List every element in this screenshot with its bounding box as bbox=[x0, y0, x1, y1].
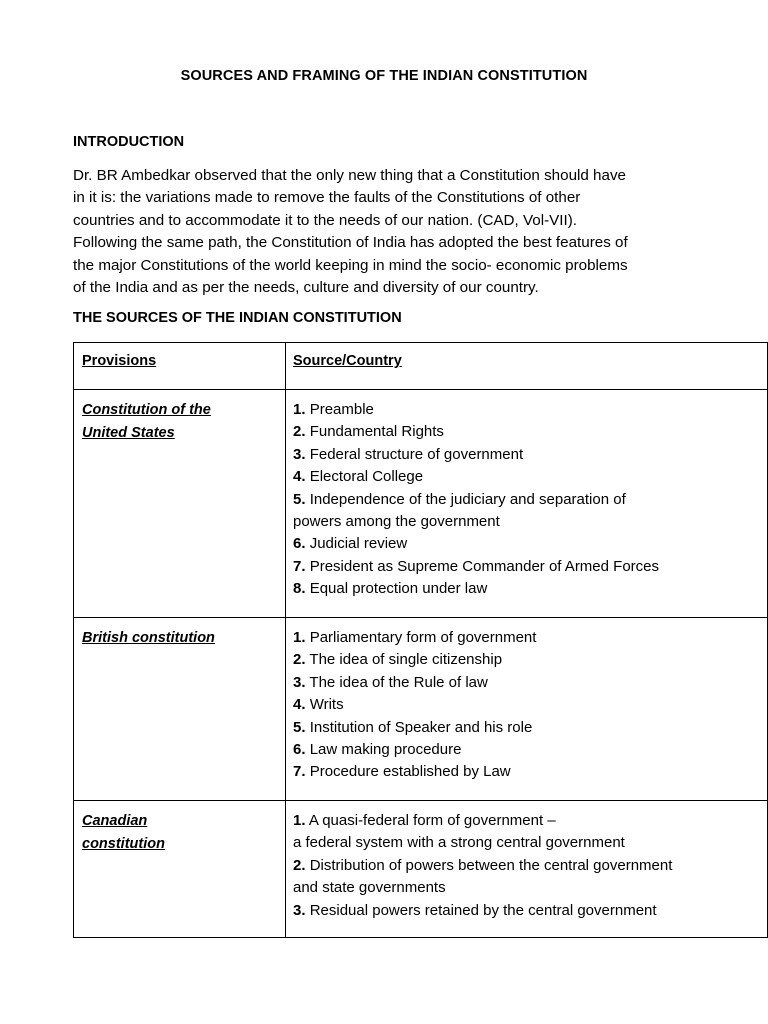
item-text: Judicial review bbox=[309, 535, 408, 553]
item-text: A quasi-federal form of government – bbox=[308, 812, 556, 829]
item-number: 6. bbox=[293, 535, 306, 553]
list-item bbox=[293, 694, 759, 716]
item-number: 3. bbox=[293, 445, 306, 463]
list-item bbox=[293, 533, 759, 555]
item-number: 5. bbox=[293, 490, 306, 508]
item-number: 7. bbox=[293, 557, 306, 575]
source-cell bbox=[286, 390, 768, 618]
item-number: 6. bbox=[293, 741, 306, 759]
source-cell bbox=[286, 801, 768, 938]
item-number: 3. bbox=[293, 673, 306, 691]
item-number: 2. bbox=[293, 651, 306, 669]
item-text: Law making procedure bbox=[309, 741, 462, 759]
item-number: 7. bbox=[293, 763, 306, 781]
item-number: 1. bbox=[293, 629, 306, 646]
header-cell-provisions bbox=[74, 343, 286, 390]
item-text: President as Supreme Commander of Armed Forces bbox=[309, 557, 660, 575]
item-text: Writs bbox=[309, 696, 344, 714]
item-text: The idea of single citizenship bbox=[309, 651, 503, 669]
intro-line: the major Constitutions of the world keeping in mind the socio- economic problems bbox=[73, 256, 628, 274]
column-header-provisions: Provisions bbox=[82, 353, 157, 369]
table-row bbox=[74, 390, 768, 618]
item-text: Preamble bbox=[309, 401, 374, 418]
list-item bbox=[293, 717, 759, 739]
item-text: The idea of the Rule of law bbox=[309, 673, 488, 691]
list-item bbox=[293, 578, 759, 600]
item-text: Equal protection under law bbox=[309, 580, 488, 598]
item-number: 2. bbox=[293, 423, 306, 441]
provision-name: British constitution bbox=[82, 630, 215, 646]
item-number: 3. bbox=[293, 901, 306, 919]
list-item bbox=[293, 761, 759, 783]
column-header-source-country: Source/Country bbox=[293, 353, 402, 369]
document-title: SOURCES AND FRAMING OF THE INDIAN CONSTITUTION bbox=[180, 68, 588, 84]
list-item bbox=[293, 466, 759, 488]
item-text: Fundamental Rights bbox=[309, 423, 444, 441]
item-text: Federal structure of government bbox=[309, 445, 524, 463]
intro-line: in it is: the variations made to remove the faults of the Constitutions of other bbox=[73, 189, 581, 207]
list-item bbox=[293, 649, 759, 671]
list-item bbox=[293, 739, 759, 761]
list-item bbox=[293, 556, 759, 578]
provision-cell bbox=[74, 801, 286, 938]
intro-line: Dr. BR Ambedkar observed that the only new thing that a Constitution should have bbox=[73, 167, 626, 184]
item-text: Institution of Speaker and his role bbox=[309, 718, 533, 736]
introduction-paragraph bbox=[73, 165, 713, 299]
item-number: 2. bbox=[293, 856, 306, 874]
list-item bbox=[293, 810, 759, 855]
intro-line: of the India and as per the needs, culture and diversity of our country. bbox=[73, 279, 539, 297]
list-item bbox=[293, 399, 759, 421]
item-text: Independence of the judiciary and separation of bbox=[309, 490, 626, 508]
item-text: Distribution of powers between the central government bbox=[309, 856, 673, 874]
item-text-continued: and state governments bbox=[293, 879, 446, 897]
table-header-row bbox=[74, 343, 768, 390]
provision-cell bbox=[74, 390, 286, 618]
provision-name: Canadian constitution bbox=[82, 813, 165, 852]
item-text: Residual powers retained by the central government bbox=[309, 901, 657, 919]
list-item bbox=[293, 672, 759, 694]
table-row bbox=[74, 801, 768, 938]
list-item bbox=[293, 627, 759, 649]
item-number: 4. bbox=[293, 696, 306, 714]
provision-cell bbox=[74, 618, 286, 801]
header-cell-source bbox=[286, 343, 768, 390]
item-text: Electoral College bbox=[309, 468, 424, 486]
item-text: Procedure established by Law bbox=[309, 763, 511, 781]
sources-heading: THE SOURCES OF THE INDIAN CONSTITUTION bbox=[73, 310, 402, 326]
item-number: 8. bbox=[293, 580, 306, 598]
item-number: 1. bbox=[293, 401, 306, 418]
intro-line: countries and to accommodate it to the needs of our nation. (CAD, Vol-VII). bbox=[73, 211, 577, 229]
list-item bbox=[293, 444, 759, 466]
table-row bbox=[74, 618, 768, 801]
list-item bbox=[293, 421, 759, 443]
provision-name: Constitution of the United States bbox=[82, 402, 211, 441]
item-number: 1. bbox=[293, 812, 306, 829]
item-text-continued: a federal system with a strong central government bbox=[293, 834, 625, 852]
introduction-heading: INTRODUCTION bbox=[73, 134, 185, 150]
item-text: Parliamentary form of government bbox=[309, 629, 537, 646]
source-cell bbox=[286, 618, 768, 801]
intro-line: Following the same path, the Constitution of India has adopted the best features of bbox=[73, 234, 628, 252]
item-text-continued: powers among the government bbox=[293, 513, 500, 531]
sources-table bbox=[73, 342, 768, 938]
list-item bbox=[293, 489, 759, 534]
list-item bbox=[293, 900, 759, 922]
item-number: 5. bbox=[293, 718, 306, 736]
list-item bbox=[293, 855, 759, 900]
item-number: 4. bbox=[293, 468, 306, 486]
